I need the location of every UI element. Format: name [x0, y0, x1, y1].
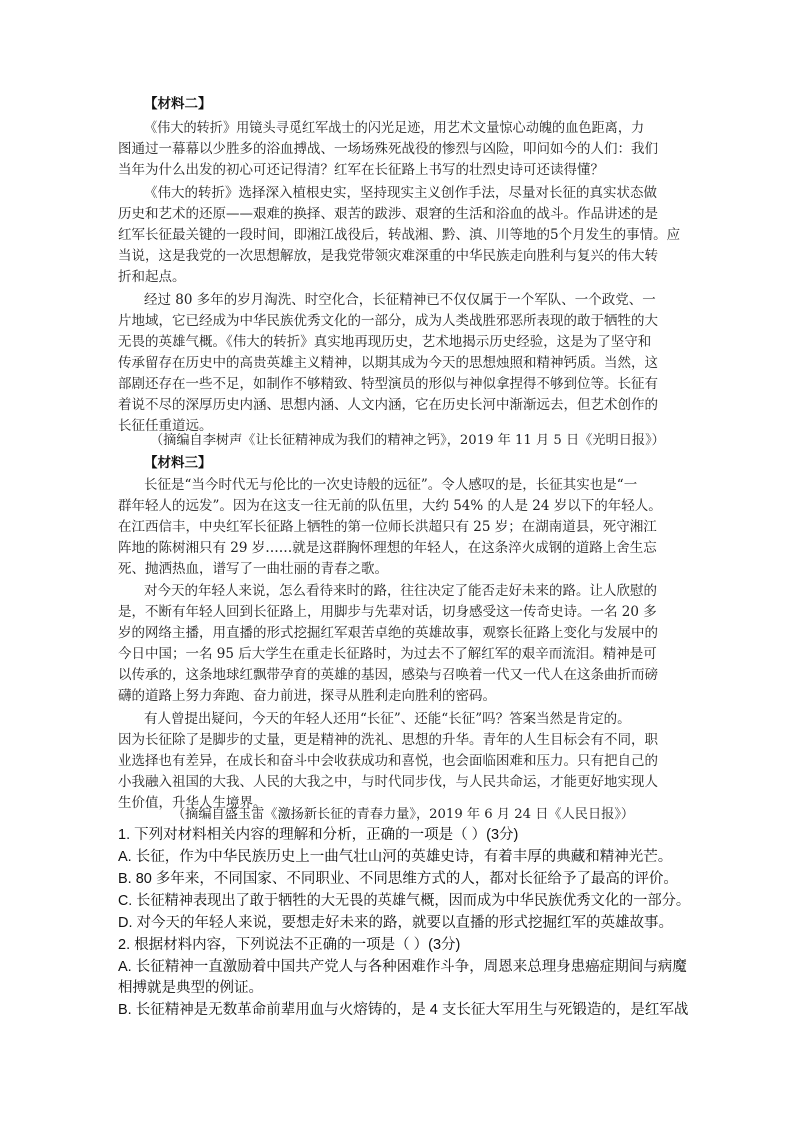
material-2-paragraph-3-line: 长征任重道远。: [118, 418, 213, 434]
material-3-paragraph-1-line: 死、抛洒热血，谱写了一曲壮丽的青春之歌。: [118, 561, 388, 577]
material-2-source: （摘编自李树声《让长征精神成为我们的精神之钙》，2019 年 11 月 5 日《光明日报》）: [150, 433, 665, 448]
material-3-paragraph-1-line: 阵地的陈树湘只有 29 岁……就是这群胸怀理想的年轻人，在这条淬火成钢的道路上舍生忘: [118, 540, 657, 556]
material-2-paragraph-1-line: 《伟大的转折》用镜头寻觅红军战士的闪光足迹，用艺术文量惊心动魄的血色距离，力: [144, 120, 645, 136]
material-2-paragraph-2-line: 当说，这是我党的一次思想解放，是我党带领灾难深重的中华民族走向胜利与复兴的伟大转: [118, 248, 658, 264]
material-2-paragraph-3-line: 经过 80 多年的岁月淘洗、时空化合，长征精神已不仅仅属于一个军队、一个政党、一: [144, 292, 656, 308]
question-1-option-d: D. 对今天的年轻人来说，要想走好未来的路，就要以直播的形式挖掘红军的英雄故事。: [118, 915, 674, 931]
material-2-paragraph-3-line: 部剧还存在一些不足，如制作不够精致、特型演员的形似与神似拿捏得不够到位等。长征有: [118, 376, 658, 392]
material-2-paragraph-3-line: 着说不尽的深厚历史内涵、思想内涵、人文内涵，它在历史长河中渐渐远去，但艺术创作的: [118, 397, 658, 413]
material-2-paragraph-2-line: 红军长征最关键的一段时间，即湘江战役后，转战湘、黔、滇、川等地的5个月发生的事情。应: [118, 227, 681, 243]
material-2-paragraph-3-line: 无畏的英雄气概。《伟大的转折》真实地再现历史，艺术地揭示历史经验，这是为了坚守和: [118, 334, 652, 350]
material-2-paragraph-3-line: 片地域，它已经成为中华民族优秀文化的一部分，成为人类战胜邪恶所表现的敢于牺牲的大: [118, 313, 658, 329]
material-2-paragraph-3-line: 传承留存在历史中的高贵英雄主义精神，以期其成为今天的思想烛照和精神钙质。当然，这: [118, 355, 658, 371]
material-2-paragraph-1-line: 图通过一幕幕以少胜多的浴血搏战、一场场殊死战役的惨烈与凶险，叩问如今的人们：我们: [118, 141, 658, 157]
material-2-paragraph-1-line: 当年为什么出发的初心可还记得清？红军在长征路上书写的壮烈史诗可还读得懂？: [118, 162, 604, 178]
material-2-paragraph-2-line: 历史和艺术的还原——艰难的换择、艰苦的跋涉、艰窘的生活和浴血的战斗。作品讲述的是: [118, 206, 658, 222]
material-3-paragraph-2-line: 岁的网络主播，用直播的形式挖掘红军艰苦卓绝的英雄故事，观察长征路上变化与发展中的: [118, 625, 658, 641]
material-3-paragraph-2-line: 礴的道路上努力奔跑、奋力前进，探寻从胜利走向胜利的密码。: [118, 688, 496, 704]
material-3-paragraph-1-line: 群年轻人的远发”。因为在这支一往无前的队伍里，大约 54% 的人是 24 岁以下的年轻人。: [118, 498, 662, 514]
material-3-paragraph-2-line: 今日中国；一名 95 后大学生在重走长征路时，为过去不了解红军的艰辛而流泪。精神是可: [118, 646, 657, 662]
question-1-option-a: A. 长征，作为中华民族历史上一曲气壮山河的英雄史诗，有着丰厚的典藏和精神光芒。: [118, 849, 673, 865]
material-3-paragraph-1-line: 在江西信丰，中央红军长征路上牺牲的第一位师长洪超只有 25 岁；在湖南道县，死守湘江: [118, 519, 657, 535]
material-3-paragraph-3-line: 业选择也有差异，在成长和奋斗中会收获成功和喜悦，也会面临困难和压力。只有把自己的: [118, 753, 658, 769]
material-3-paragraph-2-line: 以传承的，这条地球红飘带孕育的英雄的基因，感染与召唤着一代又一代人在这条曲折而磅: [118, 667, 658, 683]
material-3-paragraph-3-line: 因为长征除了是脚步的丈量，更是精神的洗礼、思想的升华。青年的人生目标会有不同，职: [118, 732, 658, 748]
material-2-paragraph-2-line: 《伟大的转折》选择深入植根史实，坚持现实主义创作手法，尽量对长征的真实状态做: [144, 185, 657, 201]
question-2-option-a: A. 长征精神一直激励着中国共产党人与各种困难作斗争，周恩来总理身患癌症期间与病魔: [118, 959, 687, 975]
material-3-paragraph-3-line: 小我融入祖国的大我、人民的大我之中，与时代同步伐，与人民共命运，才能更好地实现人: [118, 774, 658, 790]
question-2-option-a-continued: 相搏就是典型的例证。: [118, 980, 263, 996]
question-1-option-c: C. 长征精神表现出了敢于牺牲的大无畏的英雄气概，因而成为中华民族优秀文化的一部分。: [118, 893, 691, 909]
material-2-paragraph-2-line: 折和起点。: [118, 269, 186, 285]
question-2-stem: 2. 根据材料内容，下列说法不正确的一项是（ ）(3分): [118, 937, 461, 953]
question-2-option-b: B. 长征精神是无数革命前辈用血与火熔铸的，是 4 支长征大军用生与死锻造的，是红军战: [118, 1002, 689, 1018]
material-3-paragraph-2-line: 是，不断有年轻人回到长征路上，用脚步与先辈对话，切身感受这一传奇史诗。一名 20 多: [118, 604, 657, 620]
material-3-source: （摘编自盛玉雷《激扬新长征的青春力量》，2019 年 6 月 24 日《人民日报》）: [172, 807, 635, 822]
question-1-option-b: B. 80 多年来，不同国家、不同职业、不同思维方式的人，都对长征给予了最高的评价。: [118, 871, 678, 887]
material-3-paragraph-3-line: 有人曾提出疑问，今天的年轻人还用“长征”、还能“长征”吗？答案当然是肯定的。: [144, 711, 631, 727]
material-2-heading: 【材料二】: [144, 96, 212, 112]
material-3-paragraph-1-line: 长征是“当今时代无与伦比的一次史诗般的远征”。令人感叹的是，长征其实也是“一: [144, 477, 638, 493]
material-3-paragraph-3-line: 生价值，升华人生境界。: [118, 795, 267, 811]
material-3-heading: 【材料三】: [144, 455, 212, 471]
material-3-paragraph-2-line: 对今天的年轻人来说，怎么看待来时的路，往往决定了能否走好未来的路。让人欣慰的: [144, 583, 657, 599]
question-1-stem: 1. 下列对材料相关内容的理解和分析，正确的一项是（ ）(3分): [118, 827, 519, 843]
